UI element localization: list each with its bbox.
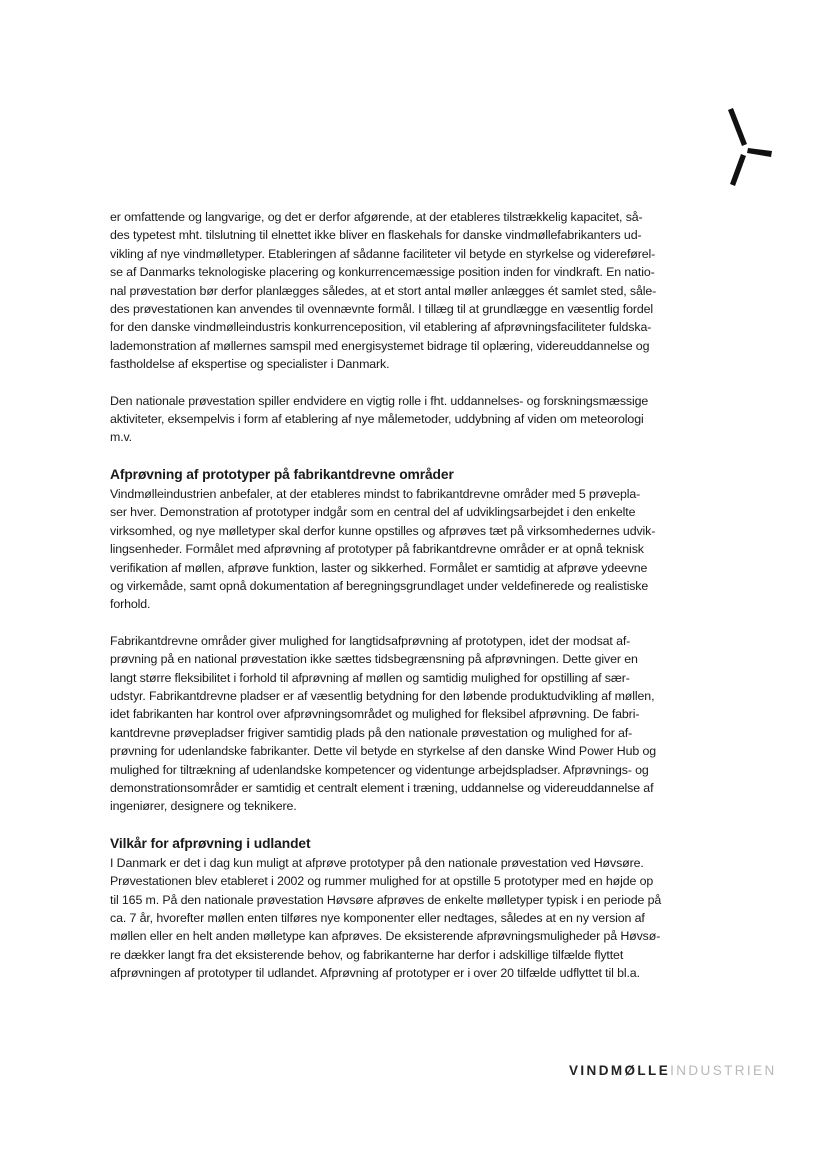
footer-wordmark [569, 1063, 777, 1078]
paragraph-manufacturer-areas: Vindmølleindustrien anbefaler, at der etableres mindst to fabrikantdrevne områder med 5 prøvepla- ser hver. Demonstration af prototyper indgår som en central del af udviklingsarbejdet i den enkelte virksomhed, og nye mølletyper skal derfor kunne opstilles og afprøves tæt på virksomhedernes udvik- lingsenheder. Formålet med afprøvning af prototyper på fabrikantdrevne områder er at opnå teknisk verifikation af møllen, afprøve funktion, laster og sikkerhed. Formålet er samtidig at afprøve ydeevne og virkemåde, samt opnå dokumentation af beregningsgrundlaget under veldefinerede og realistiske forhold. [110, 486, 656, 612]
document-body [110, 208, 730, 983]
heading-testing-abroad: Vilkår for afprøvning i udlandet [110, 835, 311, 851]
paragraph-test-capacity: er omfattende og langvarige, og det er derfor afgørende, at der etableres tilstrækkelig kapacitet, så- des typetest mht. tilslutning til elnettet ikke bliver en flaskehals for danske vindmøllefabrikanters ud- vikling af nye vindmølletyper. Etableringen af sådanne faciliteter vil betyde en styrkelse og videreførel- se af Danmarks teknologiske placering og konkurrencemæssige position inden for vindkraft. En natio- nal prøvestation bør derfor planlægges således, at et stort antal møller anlægges ét samlet sted, såle- des prøvestationen kan anvendes til ovennævnte formål. I tillæg til at grundlægge en væsentlig fordel for den danske vindmølleindustris konkurrenceposition, vil etablering af afprøvningsfaciliteter fuldska- lademonstration af møllernes samspil med energisystemet bidrage til oplæring, videreuddannelse og fastholdelse af ekspertise og specialister i Danmark. [110, 210, 657, 372]
company-logo-icon [720, 108, 780, 188]
wordmark-bold: VINDMØLLE [569, 1063, 671, 1078]
paragraph-long-term-testing: Fabrikantdrevne områder giver mulighed for langtidsafprøvning af prototypen, idet der modsat af- prøvning på en national prøvestation ikke sættes tidsbegrænsning på afprøvningen. Dette giver en langt større fleksibilitet i forhold til afprøvning af møllen og samtidig mulighed for opstilling af sær- udstyr. Fabrikantdrevne pladser er af væsentlig betydning for den løbende produktudvikling af møllen, idet fabrikanten har kontrol over afprøvningsområdet og mulighed for fleksibel afprøvning. De fabri- kantdrevne prøvepladser frigiver samtidig plads på den nationale prøvestation og mulighed for af- prøvning for udenlandske fabrikanter. Dette vil betyde en styrkelse af den danske Wind Power Hub og mulighed for tiltrækning af udenlandske kompetencer og videntunge arbejdspladser. Afprøvnings- og demonstrationsområder er samtidig et centralt element i træning, uddannelse og videreuddannelse af ingeniører, designere og teknikere. [110, 633, 657, 814]
paragraph-hovsore: I Danmark er det i dag kun muligt at afprøve prototyper på den nationale prøvestation ved Høvsøre. Prøvestationen blev etableret i 2002 og rummer mulighed for at opstille 5 prototyper med en højde op til 165 m. På den nationale prøvestation Høvsøre afprøves de enkelte mølletyper typisk i en periode på ca. 7 år, hvorefter møllen enten tilføres nye komponenter eller nedtages, således at en ny version af møllen eller en helt anden mølletype kan afprøves. De eksisterende afprøvningsmuligheder på Høvsø- re dækker langt fra det eksisterende behov, og fabrikanterne har derfor i adskillige tilfælde flyttet afprøvningen af prototyper til udlandet. Afprøvning af prototyper er i over 20 tilfælde udflyttet til bl.a. [110, 855, 662, 981]
paragraph-education-role: Den nationale prøvestation spiller endvidere en vigtig rolle i fht. uddannelses- og forskningsmæssige aktiviteter, eksempelvis i form af etablering af nye målemetoder, uddybning af viden om meteorologi m.v. [110, 393, 649, 445]
heading-prototype-testing: Afprøvning af prototyper på fabrikantdrevne områder [110, 466, 454, 482]
wordmark-light: INDUSTRIEN [670, 1063, 777, 1078]
